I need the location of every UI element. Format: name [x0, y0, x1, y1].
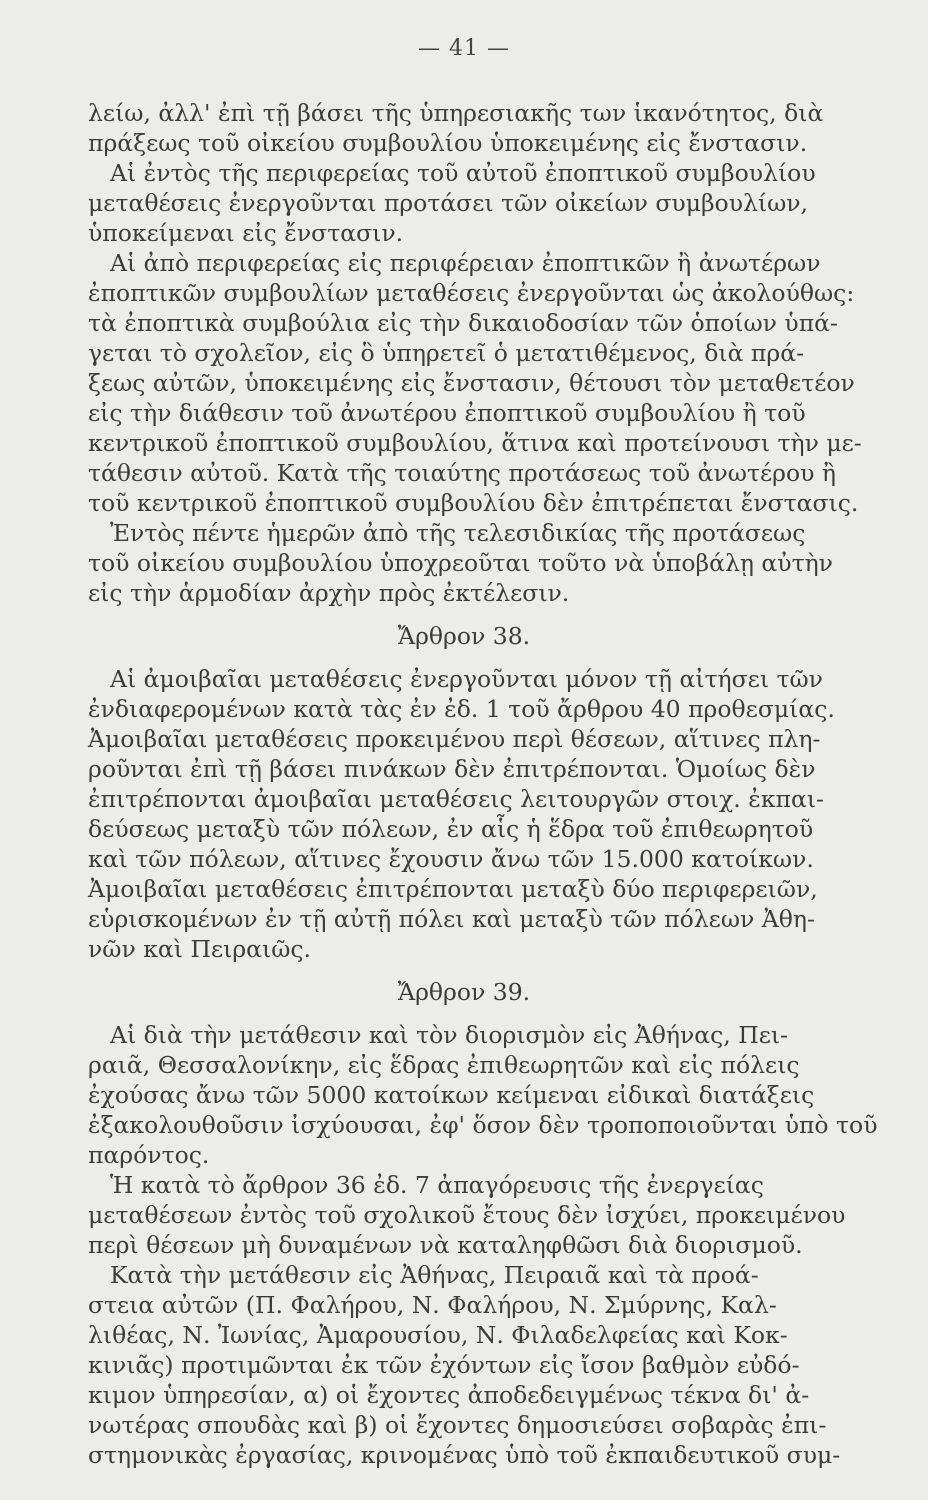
text-line: ξεως αὐτῶν, ὑποκειμένης εἰς ἔνστασιν, θέτουσι τὸν μεταθετέον [88, 369, 855, 397]
text-line: στεια αὐτῶν (Π. Φαλήρου, Ν. Φαλήρου, Ν. Σμύρνης, Καλ- [88, 1291, 777, 1319]
text-line: πράξεως τοῦ οἰκείου συμβουλίου ὑποκειμένης εἰς ἔνστασιν. [88, 129, 808, 157]
text-line: κιμον ὑπηρεσίαν, α) οἱ ἔχοντες ἀποδεδειγμένως τέκνα δι' ἀ- [88, 1381, 810, 1409]
text-line: Ἀμοιβαῖαι μεταθέσεις ἐπιτρέπονται μεταξὺ δύο περιφερειῶν, [88, 875, 818, 903]
text-line: Ἡ κατὰ τὸ ἄρθρον 36 ἐδ. 7 ἀπαγόρευσις τῆς ἐνεργείας [110, 1171, 764, 1199]
text-line: Ἐντὸς πέντε ἡμερῶν ἀπὸ τῆς τελεσιδικίας τῆς προτάσεως [110, 519, 806, 547]
text-line: τοῦ οἰκείου συμβουλίου ὑποχρεοῦται τοῦτο νὰ ὑποβάλῃ αὐτὴν [88, 549, 833, 577]
text-line: παρόντος. [88, 1141, 210, 1169]
text-line: Αἱ ἐντὸς τῆς περιφερείας τοῦ αὐτοῦ ἐποπτικοῦ συμβουλίου [110, 159, 816, 187]
text-line: εἰς τὴν ἁρμοδίαν ἀρχὴν πρὸς ἐκτέλεσιν. [88, 579, 570, 607]
article-heading: Ἄρθρον 39. [397, 978, 531, 1006]
text-line: γεται τὸ σχολεῖον, εἰς ὃ ὑπηρετεῖ ὁ μετατιθέμενος, διὰ πρά- [88, 339, 805, 367]
page-number: — 41 — [418, 36, 510, 61]
text-line: μεταθέσεων ἐντὸς τοῦ σχολικοῦ ἔτους δὲν ἰσχύει, προκειμένου [88, 1201, 846, 1229]
article-heading: Ἄρθρον 38. [397, 622, 531, 650]
text-line: ἐχούσας ἄνω τῶν 5000 κατοίκων κείμεναι εἰδικαὶ διατάξεις [88, 1081, 815, 1109]
text-line: κεντρικοῦ ἐποπτικοῦ συμβουλίου, ἅτινα καὶ προτείνουσι τὴν με- [88, 429, 862, 457]
text-line: ραιᾶ, Θεσσαλονίκην, εἰς ἕδρας ἐπιθεωρητῶν καὶ εἰς πόλεις [88, 1051, 800, 1079]
text-line: Ἀμοιβαῖαι μεταθέσεις προκειμένου περὶ θέσεων, αἵτινες πλη- [88, 725, 821, 753]
text-line: δεύσεως μεταξὺ τῶν πόλεων, ἐν αἷς ἡ ἕδρα τοῦ ἐπιθεωρητοῦ [88, 815, 814, 843]
text-line: στημονικὰς ἐργασίας, κρινομένας ὑπὸ τοῦ ἐκπαιδευτικοῦ συμ- [88, 1441, 841, 1469]
text-line: περὶ θέσεων μὴ δυναμένων νὰ καταληφθῶσι διὰ διορισμοῦ. [88, 1231, 803, 1259]
text-line: Αἱ ἀπὸ περιφερείας εἰς περιφέρειαν ἐποπτικῶν ἢ ἀνωτέρων [110, 249, 821, 277]
text-line: νῶν καὶ Πειραιῶς. [88, 935, 312, 963]
text-line: εἰς τὴν διάθεσιν τοῦ ἀνωτέρου ἐποπτικοῦ συμβουλίου ἢ τοῦ [88, 399, 806, 427]
text-line: νωτέρας σπουδὰς καὶ β) οἱ ἔχοντες δημοσιεύσει σοβαρὰς ἐπι- [88, 1411, 827, 1439]
text-line: ἐνδιαφερομένων κατὰ τὰς ἐν ἐδ. 1 τοῦ ἄρθρου 40 προθεσμίας. [88, 695, 835, 723]
text-line: ἐξακολουθοῦσιν ἰσχύουσαι, ἐφ' ὅσον δὲν τροποποιοῦνται ὑπὸ τοῦ [88, 1111, 878, 1139]
text-line: Κατὰ τὴν μετάθεσιν εἰς Ἀθήνας, Πειραιᾶ καὶ τὰ προά- [110, 1261, 759, 1289]
text-line: ἐποπτικῶν συμβουλίων μεταθέσεις ἐνεργοῦνται ὡς ἀκολούθως: [88, 279, 855, 307]
text-line: Αἱ διὰ τὴν μετάθεσιν καὶ τὸν διορισμὸν εἰς Ἀθήνας, Πει- [110, 1021, 789, 1049]
text-line: τὰ ἐποπτικὰ συμβούλια εἰς τὴν δικαιοδοσίαν τῶν ὁποίων ὑπά- [88, 309, 838, 337]
text-line: κινιᾶς) προτιμῶνται ἐκ τῶν ἐχόντων εἰς ἴσον βαθμὸν εὐδό- [88, 1351, 800, 1379]
text-line: τοῦ κεντρικοῦ ἐποπτικοῦ συμβουλίου δὲν ἐπιτρέπεται ἔνστασις. [88, 489, 859, 517]
text-line: ροῦνται ἐπὶ τῇ βάσει πινάκων δὲν ἐπιτρέπονται. Ὁμοίως δὲν [88, 755, 816, 783]
text-line: ἐπιτρέπονται ἀμοιβαῖαι μεταθέσεις λειτουργῶν στοιχ. ἐκπαι- [88, 785, 824, 813]
text-line: εὑρισκομένων ἐν τῇ αὐτῇ πόλει καὶ μεταξὺ τῶν πόλεων Ἀθη- [88, 905, 815, 933]
text-line: Αἱ ἀμοιβαῖαι μεταθέσεις ἐνεργοῦνται μόνον τῇ αἰτήσει τῶν [110, 665, 823, 693]
text-line: λείω, ἀλλ' ἐπὶ τῇ βάσει τῆς ὑπηρεσιακῆς των ἱκανότητος, διὰ [88, 99, 824, 127]
text-line: τάθεσιν αὐτοῦ. Κατὰ τῆς τοιαύτης προτάσεως τοῦ ἀνωτέρου ἢ [88, 459, 836, 487]
text-line: μεταθέσεις ἐνεργοῦνται προτάσει τῶν οἰκείων συμβουλίων, [88, 189, 809, 217]
text-line: καὶ τῶν πόλεων, αἵτινες ἔχουσιν ἄνω τῶν 15.000 κατοίκων. [88, 845, 814, 873]
text-line: λιθέας, Ν. Ἰωνίας, Ἀμαρουσίου, Ν. Φιλαδελφείας καὶ Κοκ- [88, 1321, 788, 1349]
text-line: ὑποκείμεναι εἰς ἔνστασιν. [88, 219, 404, 247]
